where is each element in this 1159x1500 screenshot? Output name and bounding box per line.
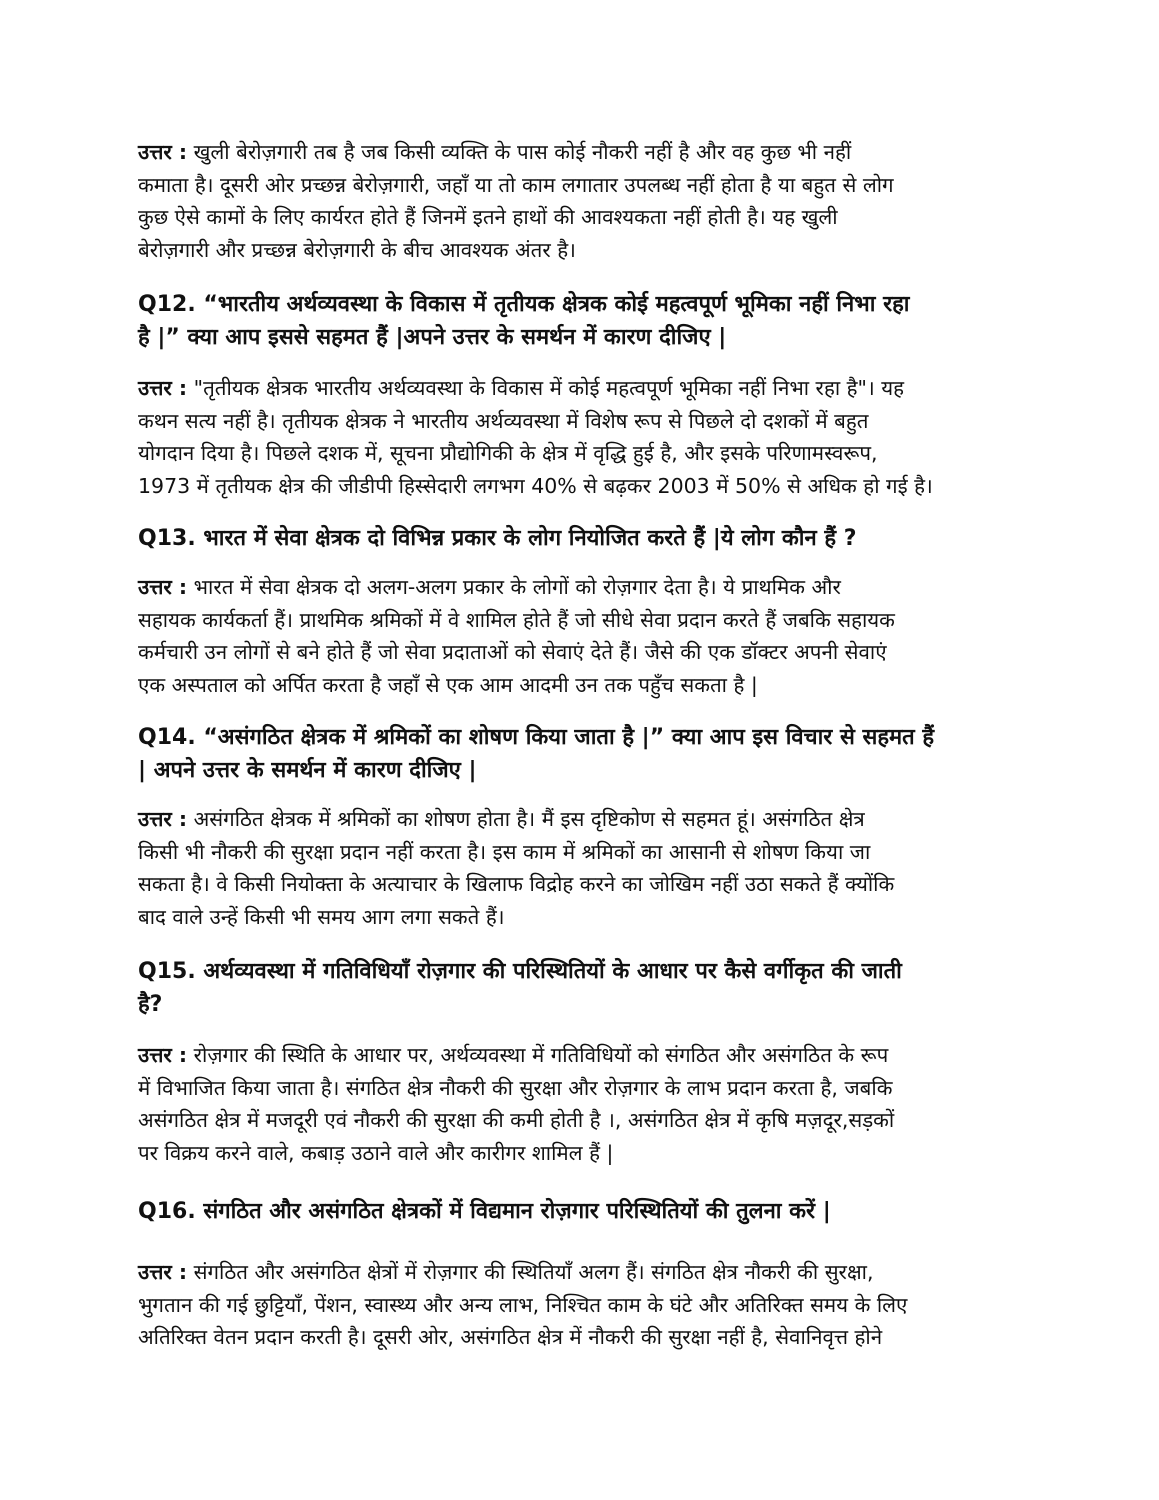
answer-line [138,571,1028,604]
answer-line: असंगठित क्षेत्र में मजदूरी एवं नौकरी की सुरक्षा की कमी होती है ।, असंगठित क्षेत्र में कृषि मज़दूर,सड़कों [138,1108,895,1132]
answer-text: खुली बेरोज़गारी तब है जब किसी व्यक्ति के पास कोई नौकरी नहीं है और वह कुछ भी नहीं [187,140,852,164]
document-page [138,136,1028,1354]
answer-line: कुछ ऐसे कामों के लिए कार्यरत होते हैं जिनमें इतने हाथों की आवश्यकता नहीं होती है। यह खुली [138,205,838,229]
answer-line [138,372,1028,405]
answer-label: उत्तर : [138,1043,188,1067]
question-line: Q12. “भारतीय अर्थव्यवस्था के विकास में तृतीयक क्षेत्रक कोई महत्वपूर्ण भूमिका नहीं निभा रहा [138,292,910,317]
answer-text: रोज़गार की स्थिति के आधार पर, अर्थव्यवस्था में गतिविधियों को संगठित और असंगठित के रूप [187,1043,889,1067]
answer-line [138,803,1028,836]
answer-q16 [138,1256,1028,1354]
answer-line: भुगतान की गई छुट्टियाँ, पेंशन, स्वास्थ्य और अन्य लाभ, निश्चित काम के घंटे और अतिरिक्त समय के लिए [138,1292,908,1317]
question-line: Q13. भारत में सेवा क्षेत्रक दो विभिन्न प्रकार के लोग नियोजित करते हैं |ये लोग कौन हैं ? [138,526,857,551]
answer-text: "तृतीयक क्षेत्रक भारतीय अर्थव्यवस्था के विकास में कोई महत्वपूर्ण भूमिका नहीं निभा रहा है"। यह [187,376,905,400]
answer-line: कथन सत्य नहीं है। तृतीयक क्षेत्रक ने भारतीय अर्थव्यवस्था में विशेष रूप से पिछले दो दशकों में बहुत [138,408,869,433]
question-line: Q14. “असंगठित क्षेत्रक में श्रमिकों का शोषण किया जाता है |” क्या आप इस विचार से सहमत हैं [138,725,935,750]
answer-label: उत्तर : [138,140,188,164]
answer-line: कर्मचारी उन लोगों से बने होते हैं जो सेवा प्रदाताओं को सेवाएं देते हैं। जैसे की एक डॉक्टर अपनी सेवाएं [138,640,887,664]
question-line: | अपने उत्तर के समर्थन में कारण दीजिए | [138,758,477,783]
answer-label: उत्तर : [138,575,188,599]
answer-q13 [138,571,1028,701]
question-q15 [138,955,1028,1021]
answer-line: 1973 में तृतीयक क्षेत्र की जीडीपी हिस्सेदारी लगभग 40% से बढ़कर 2003 में 50% से अधिक हो गई है। [138,473,933,498]
answer-label: उत्तर : [138,376,188,400]
answer-line: अतिरिक्त वेतन प्रदान करती है। दूसरी ओर, असंगठित क्षेत्र में नौकरी की सुरक्षा नहीं है, सेवानिवृत्त होने [138,1325,883,1349]
question-q16 [138,1195,1028,1228]
question-line: Q15. अर्थव्यवस्था में गतिविधियाँ रोज़गार की परिस्थितियों के आधार पर कैसे वर्गीकृत की जाती [138,959,902,984]
question-q13 [138,522,1028,555]
answer-line: कमाता है। दूसरी ओर प्रच्छन्न बेरोज़गारी, जहाँ या तो काम लगातार उपलब्ध नहीं होता है या बहुत से लोग [138,172,894,197]
question-line: Q16. संगठित और असंगठित क्षेत्रकों में विद्यमान रोज़गार परिस्थितियों की तुलना करें | [138,1199,831,1224]
answer-q14 [138,803,1028,933]
answer-line [138,1256,1028,1289]
question-line: है? [138,992,163,1017]
answer-text: संगठित और असंगठित क्षेत्रों में रोज़गार की स्थितियाँ अलग हैं। संगठित क्षेत्र नौकरी की सुरक्षा, [187,1260,874,1284]
answer-label: उत्तर : [138,807,188,831]
answer-line: सकता है। वे किसी नियोक्ता के अत्याचार के खिलाफ विद्रोह करने का जोखिम नहीं उठा सकते हैं क्योंकि [138,872,895,896]
answer-line [138,1039,1028,1072]
question-q12 [138,288,1028,354]
question-line: है |” क्या आप इससे सहमत हैं |अपने उत्तर के समर्थन में कारण दीजिए | [138,325,727,350]
answer-q12 [138,372,1028,502]
answer-line: पर विक्रय करने वाले, कबाड़ उठाने वाले और कारीगर शामिल हैं | [138,1140,614,1165]
answer-text: भारत में सेवा क्षेत्रक दो अलग-अलग प्रकार के लोगों को रोज़गार देता है। ये प्राथमिक और [187,575,841,599]
answer-line: एक अस्पताल को अर्पित करता है जहाँ से एक आम आदमी उन तक पहुँच सकता है | [138,672,758,697]
answer-line: सहायक कार्यकर्ता हैं। प्राथमिक श्रमिकों में वे शामिल होते हैं जो सीधे सेवा प्रदान करते हैं जबकि सहायक [138,607,895,632]
question-q14 [138,721,1028,787]
answer-label: उत्तर : [138,1260,188,1284]
answer-q11 [138,136,1028,266]
answer-line: बेरोज़गारी और प्रच्छन्न बेरोज़गारी के बीच आवश्यक अंतर है। [138,237,576,262]
answer-text: असंगठित क्षेत्रक में श्रमिकों का शोषण होता है। मैं इस दृष्टिकोण से सहमत हूं। असंगठित क्षेत्र [187,807,865,831]
answer-line: में विभाजित किया जाता है। संगठित क्षेत्र नौकरी की सुरक्षा और रोज़गार के लाभ प्रदान करता है, जबकि [138,1075,893,1100]
answer-line: बाद वाले उन्हें किसी भी समय आग लगा सकते हैं। [138,904,505,929]
answer-line: योगदान दिया है। पिछले दशक में, सूचना प्रौद्योगिकी के क्षेत्र में वृद्धि हुई है, और इसके परिणामस्वरूप, [138,441,878,465]
answer-line [138,136,1028,169]
answer-line: किसी भी नौकरी की सुरक्षा प्रदान नहीं करता है। इस काम में श्रमिकों का आसानी से शोषण किया जा [138,839,871,864]
answer-q15 [138,1039,1028,1169]
